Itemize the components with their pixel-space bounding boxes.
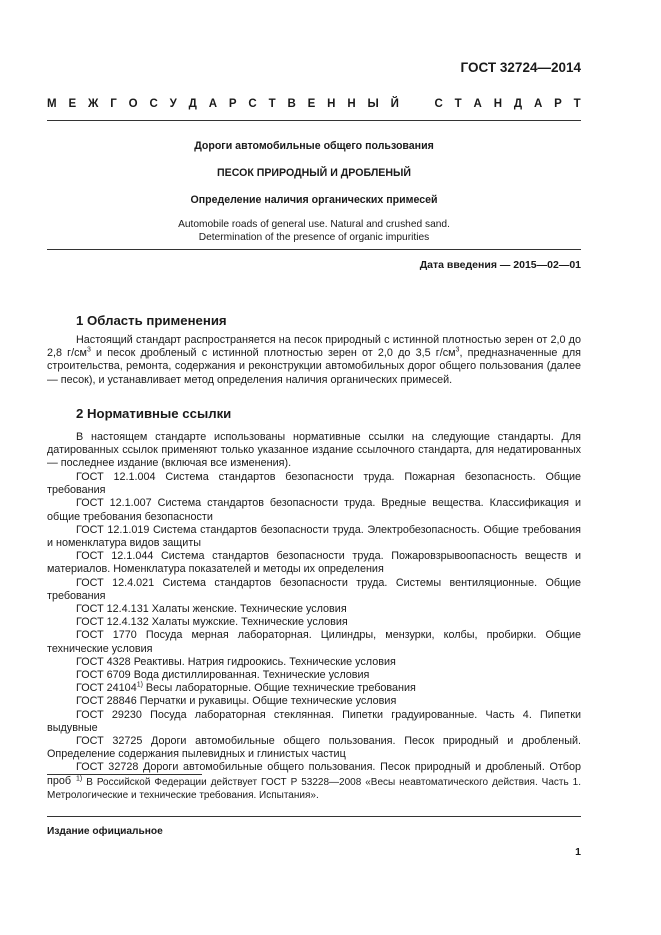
banner-letter: Т <box>268 98 276 110</box>
normative-references-list <box>47 471 581 788</box>
reference-item: ГОСТ 12.1.007 Система стандартов безопасности труда. Вредные вещества. Классификация и общие требования безопасности <box>47 497 581 523</box>
banner-letter: С <box>248 98 257 110</box>
reference-item: ГОСТ 29230 Посуда лабораторная стеклянная. Пипетки градуированные. Часть 4. Пипетки выдувные <box>47 708 581 734</box>
interstate-standard-banner <box>47 98 581 110</box>
banner-letter: А <box>208 98 218 110</box>
banner-letter: Н <box>493 98 503 110</box>
banner-letter: Ы <box>367 98 379 110</box>
header-rule <box>47 120 581 121</box>
reference-item: ГОСТ 32725 Дороги автомобильные общего пользования. Песок природный и дробленый. Определение содержания пылевидных и глинистых частиц <box>47 735 581 761</box>
banner-letter: Д <box>513 98 523 110</box>
reference-item: ГОСТ 32728 Дороги автомобильные общего пользования. Песок природный и дробленый. Отбор проб <box>47 761 581 787</box>
banner-letter: Т <box>573 98 581 110</box>
reference-item: ГОСТ 12.4.131 Халаты женские. Технические условия <box>76 603 347 616</box>
section-1-heading: 1 Область применения <box>76 313 227 328</box>
title-line-3: Определение наличия органических примесей <box>190 194 438 206</box>
reference-item: ГОСТ 6709 Вода дистиллированная. Технические условия <box>76 669 370 682</box>
banner-letter: Н <box>347 98 356 110</box>
gost-number: ГОСТ 32724—2014 <box>460 60 581 75</box>
banner-letter: Д <box>188 98 197 110</box>
banner-letter: А <box>473 98 482 110</box>
footer-rule <box>47 816 581 817</box>
banner-letter: О <box>128 98 138 110</box>
reference-item: ГОСТ 1770 Посуда мерная лабораторная. Цилиндры, мензурки, колбы, пробирки. Общие технические условия <box>47 629 581 655</box>
banner-letter: Ж <box>87 98 99 110</box>
title-en-line-2: Determination of the presence of organic impurities <box>198 232 430 243</box>
introduction-date: Дата введения — 2015—02—01 <box>419 259 581 271</box>
banner-letter: Г <box>110 98 117 110</box>
banner-letter: Р <box>554 98 562 110</box>
title-rule <box>47 249 581 250</box>
reference-item: ГОСТ 28846 Перчатки и рукавицы. Общие технические условия <box>76 695 397 708</box>
banner-letter: Е <box>68 98 77 110</box>
reference-item: ГОСТ 4328 Реактивы. Натрия гидроокись. Технические условия <box>76 655 396 668</box>
banner-letter: В <box>287 98 296 110</box>
reference-item: ГОСТ 12.4.132 Халаты мужские. Технические условия <box>76 616 348 629</box>
banner-letter: Р <box>228 98 237 110</box>
banner-letter: Й <box>390 98 399 110</box>
banner-letter: А <box>533 98 543 110</box>
banner-letter: Е <box>307 98 316 110</box>
section-1-text: Настоящий стандарт распространяется на песок природный с истинной плотностью зерен от 2,0 до 2,8 $г/см^3$ и песок дробленый с истинной плотностью зерен от 2,0 до 3,5 $г/см^3$, предназначенные для строительства, ремонта, содержания и реконструкции автомобильных дорог общего пользования (далее — песок), и устанавливает метод определения наличия органических примесей. <box>47 334 581 386</box>
title-line-1: Дороги автомобильные общего пользования <box>194 140 434 152</box>
banner-letter: М <box>47 98 57 110</box>
section-2-heading: 2 Нормативные ссылки <box>76 406 232 421</box>
reference-item: ГОСТ 12.4.021 Система стандартов безопасности труда. Системы вентиляционные. Общие требования <box>47 576 581 602</box>
footnote-rule <box>47 774 202 775</box>
banner-letter: Н <box>327 98 336 110</box>
page-number: 1 <box>575 846 581 858</box>
title-en-line-1: Automobile roads of general use. Natural and crushed sand. <box>178 219 450 230</box>
banner-letter: С <box>149 98 158 110</box>
banner-letter: Т <box>454 98 462 110</box>
reference-item-24104: ГОСТ 24104$^{1)}$ Весы лабораторные. Общие технические требования <box>76 681 416 695</box>
reference-item: ГОСТ 12.1.004 Система стандартов безопасности труда. Пожарная безопасность. Общие требования <box>47 471 581 497</box>
official-edition-label: Издание официальное <box>47 826 163 837</box>
section-2-intro: В настоящем стандарте использованы нормативные ссылки на следующие стандарты. Для датированных ссылок применяют только указанное издание ссылочного стандарта, для недатированных — последнее издание (включая все изменения). <box>47 431 581 470</box>
banner-letter: У <box>169 98 177 110</box>
banner-letter: С <box>434 98 443 110</box>
reference-item: ГОСТ 12.1.019 Система стандартов безопасности труда. Электробезопасность. Общие требования и номенклатура видов защиты <box>47 523 581 550</box>
footnote: $^{1)}$ В Российской Федерации действует ГОСТ Р 53228—2008 «Весы неавтоматического действия. Часть 1. Метрологические и технические требования. Испытания». <box>47 775 581 801</box>
reference-item: ГОСТ 12.1.044 Система стандартов безопасности труда. Пожаровзрывоопасность веществ и материалов. Номенклатура показателей и методы их определения <box>47 550 581 576</box>
title-line-2: ПЕСОК ПРИРОДНЫЙ И ДРОБЛЕНЫЙ <box>217 167 411 179</box>
